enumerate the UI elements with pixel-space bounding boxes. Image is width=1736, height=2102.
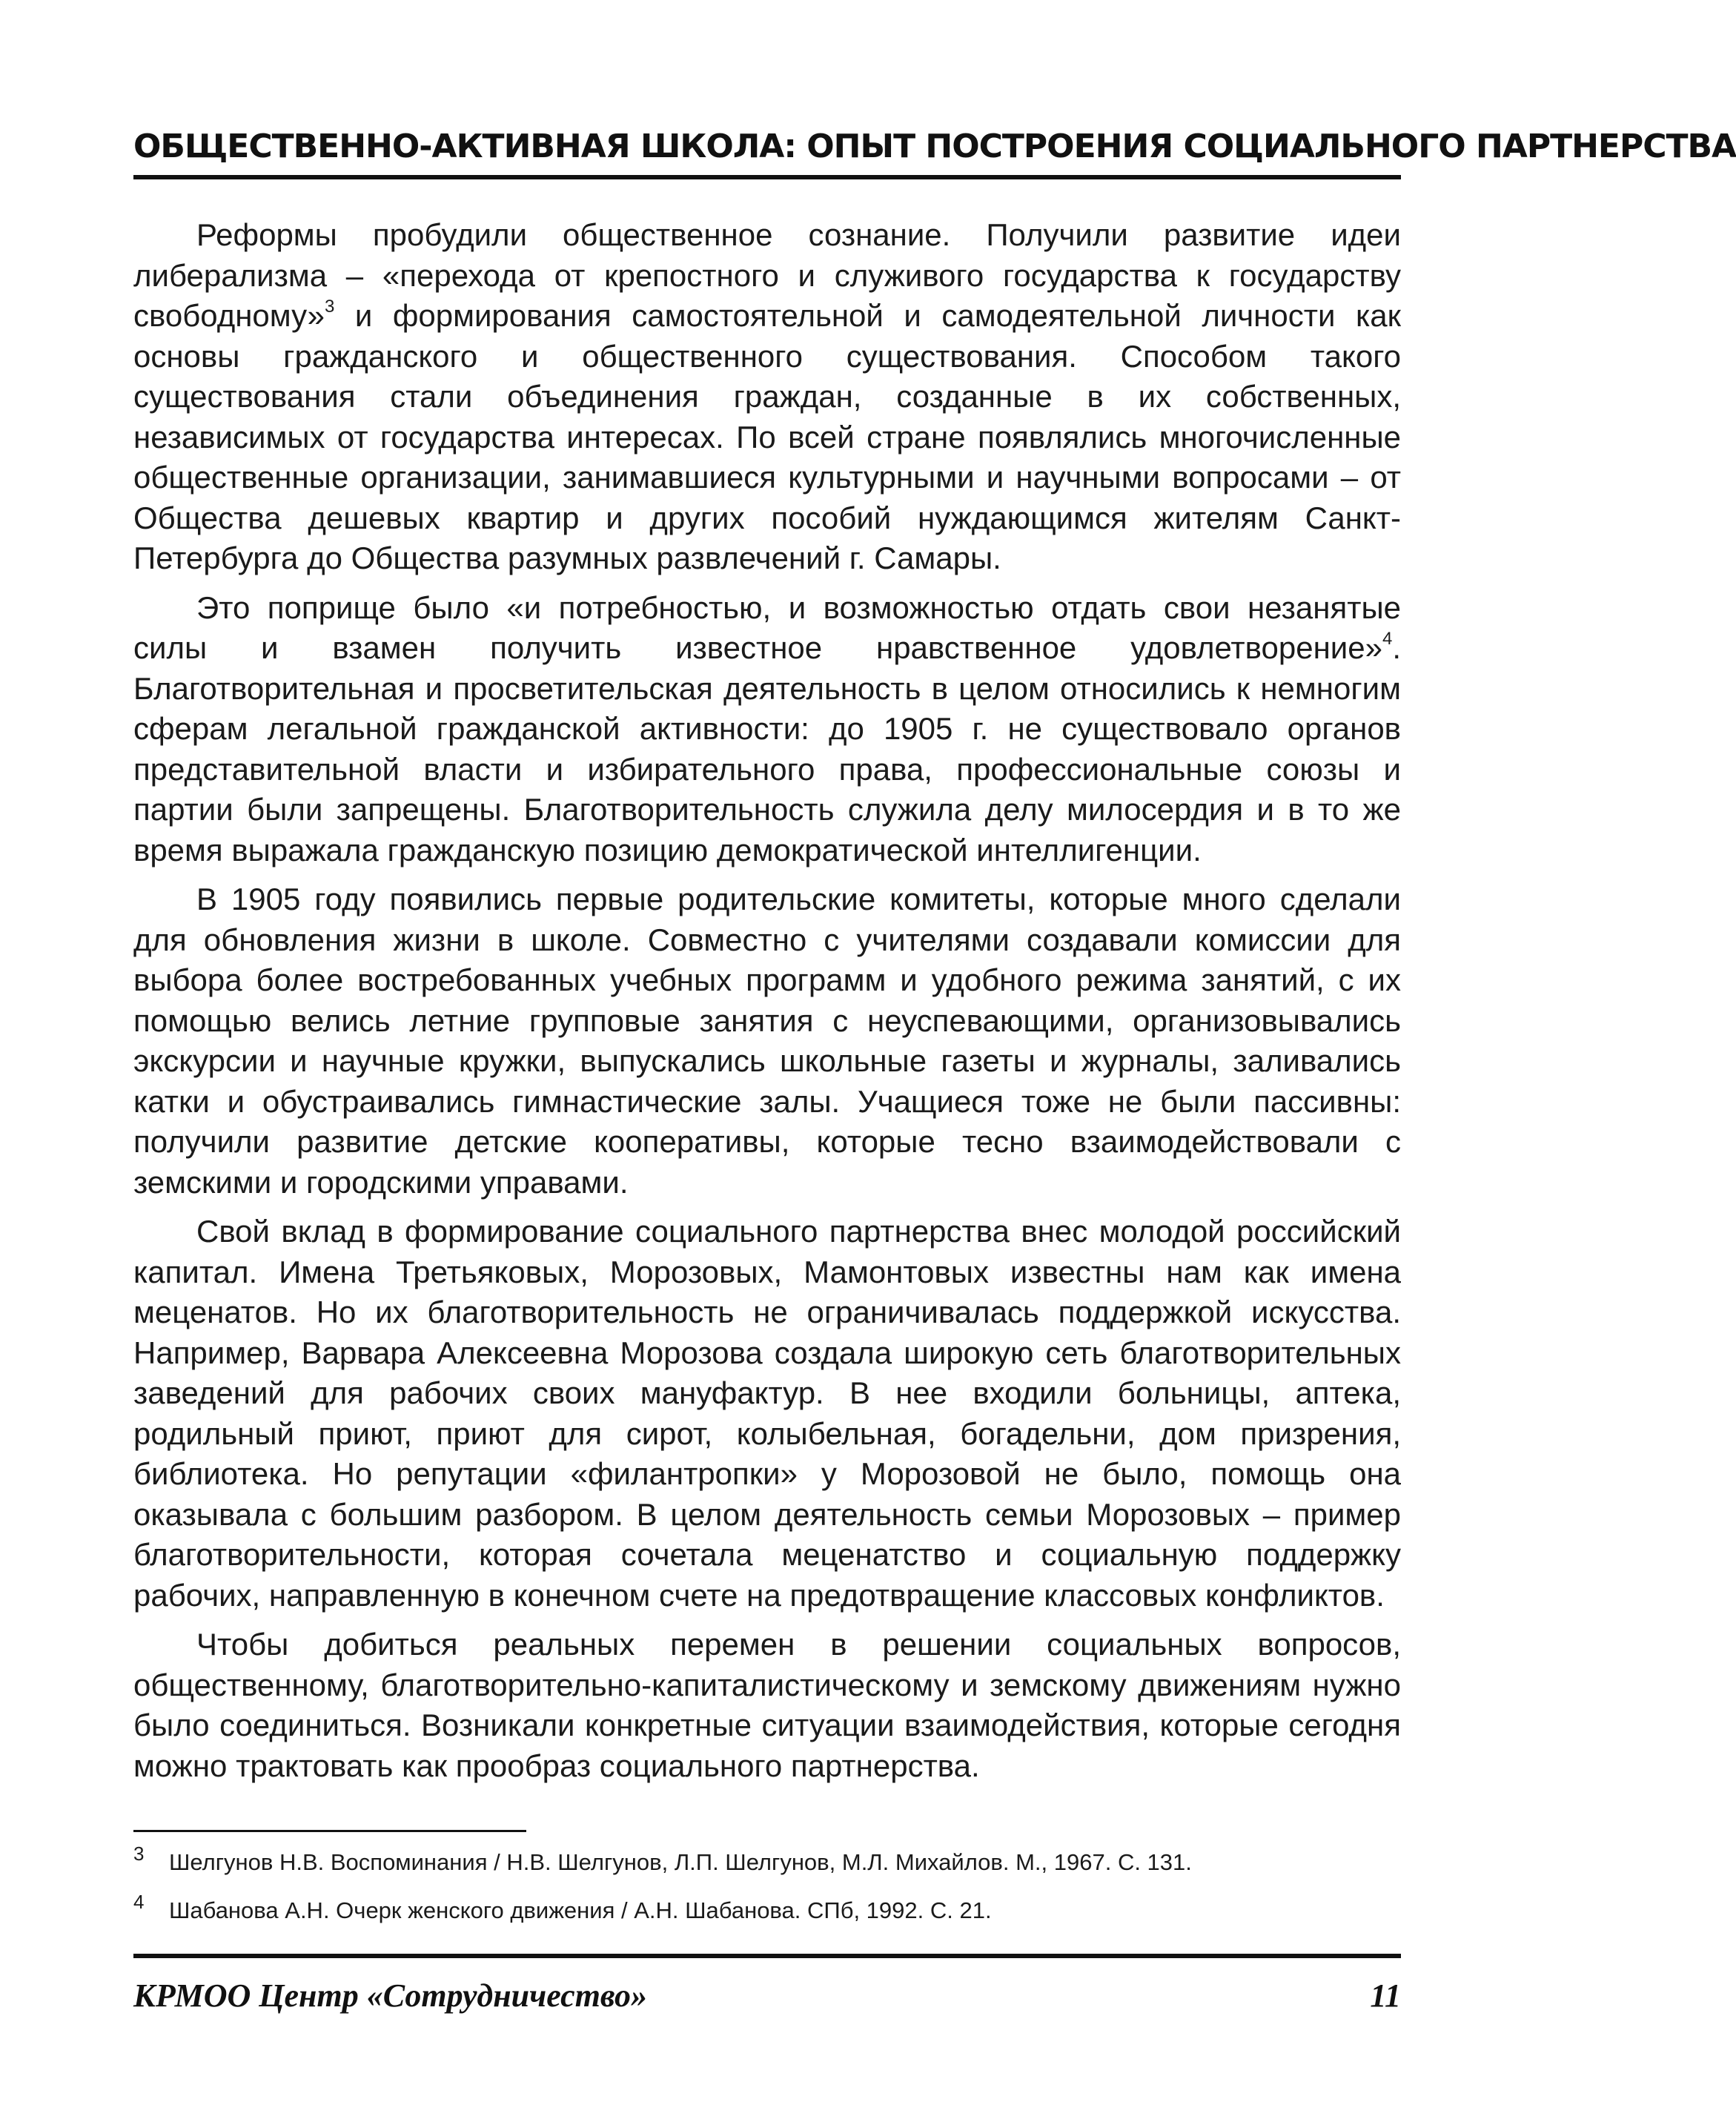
footnote-number: 4 <box>133 1891 145 1913</box>
paragraph: Чтобы добиться реальных перемен в решении социальных вопросов, общественному, благотворительно-капиталистическому и земскому движениям нужно было соединиться. Возникали конкретные ситуации взаимодействия, которые сегодня можно трактовать как прообраз социального партнерства. <box>133 1627 1401 1783</box>
footnote-text: Шабанова А.Н. Очерк женского движения / А.Н. Шабанова. СПб, 1992. С. 21. <box>169 1897 992 1923</box>
footnote-text: Шелгунов Н.В. Воспоминания / Н.В. Шелгунов, Л.П. Шелгунов, М.Л. Михайлов. М., 1967. С. 131. <box>169 1849 1192 1875</box>
footnote-separator <box>133 1830 526 1832</box>
header-rule <box>133 175 1401 179</box>
footer-publisher: КРМОО Центр «Сотрудничество» <box>133 1977 647 2014</box>
footnote-reference[interactable]: 4 <box>1382 629 1393 649</box>
paragraph <box>133 215 1401 579</box>
body-text <box>133 215 1401 1795</box>
paragraph-text: Это поприще было «и потребностью, и возможностью отдать свои незанятые силы и взамен получить известное нравственное удовлетворение» <box>133 589 1401 665</box>
footer-rule <box>133 1954 1401 1958</box>
paragraph: Свой вклад в формирование социального партнерства внес молодой российский капитал. Имена Третьяковых, Морозовых, Мамонтовых известны нам как имена меценатов. Но их благотворительность не ограничивалась поддержкой искусства. Например, Варвара Алексеевна Морозова создала широкую сеть благотворительных заведений для рабочих своих мануфактур. В нее входили больницы, аптека, родильный приют, приют для сирот, колыбельная, богадельни, дом призрения, библиотека. Но репутации «филантропки» у Морозовой не было, помощь она оказывала с большим разбором. В целом деятельность семьи Морозовых – пример благотворительности, которая сочетала меценатство и социальную поддержку рабочих, направленную в конечном счете на предотвращение классовых конфликтов. <box>133 1214 1401 1613</box>
running-header-title: ОБЩЕСТВЕННО-АКТИВНАЯ ШКОЛА: ОПЫТ ПОСТРОЕНИЯ СОЦИАЛЬНОГО ПАРТНЕРСТВА <box>133 128 1736 165</box>
paragraph-text: и формирования самостоятельной и самодеятельной личности как основы гражданского и общественного существования. Способом такого существования стали объединения граждан, созданные в их собственных, независимых от государства интересах. По всей стране появлялись многочисленные общественные организации, занимавшиеся культурными и научными вопросами – от Общества дешевых квартир и других пособий нуждающимся жителям Санкт-Петербурга до Общества разумных развлечений г. Самары. <box>133 298 1401 575</box>
paragraph <box>133 588 1401 871</box>
footnote-number: 3 <box>133 1842 145 1865</box>
page-number: 11 <box>1370 1977 1401 2014</box>
paragraph-text: Реформы пробудили общественное сознание. Получили развитие идеи либерализма – «перехода от крепостного и служивого государства к государству свободному» <box>133 217 1401 333</box>
footnote-reference[interactable]: 3 <box>324 297 335 317</box>
paragraph-text: . Благотворительная и просветительская деятельность в целом относились к немногим сферам легальной гражданской активности: до 1905 г. не существовало органов представительной власти и избирательного права, профессиональные союзы и партии были запрещены. Благотворительность служила делу милосердия и в то же время выражала гражданскую позицию демократической интеллигенции. <box>133 630 1401 867</box>
paragraph: В 1905 году появились первые родительские комитеты, которые много сделали для обновления жизни в школе. Совместно с учителями создавали комиссии для выбора более востребованных учебных программ и удобного режима занятий, с их помощью велись летние групповые занятия с неуспевающими, организовывались экскурсии и научные кружки, выпускались школьные газеты и журналы, заливались катки и обустраивались гимнастические залы. Учащиеся тоже не были пассивны: получили развитие детские кооперативы, которые тесно взаимодействовали с земскими и городскими управами. <box>133 882 1401 1200</box>
